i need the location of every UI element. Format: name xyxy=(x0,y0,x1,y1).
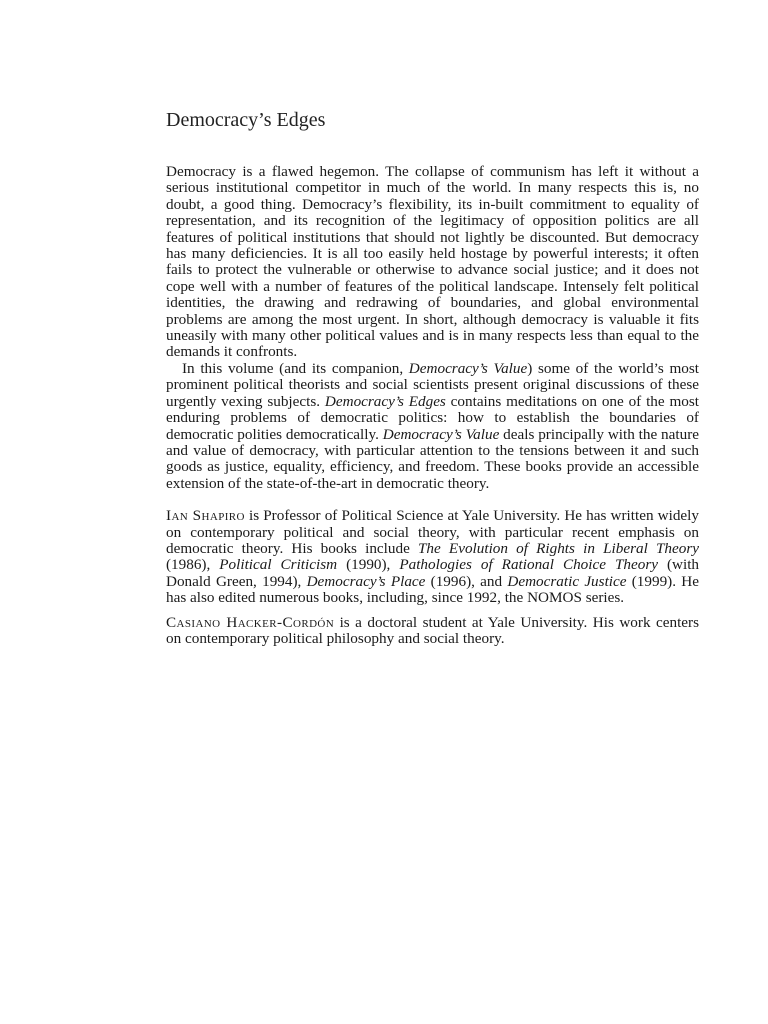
author-bio-shapiro xyxy=(166,508,699,606)
author-bio-hacker-cordon xyxy=(166,615,699,648)
book-title: Democracy’s Edges xyxy=(166,109,326,131)
text-span: (1999). He has also edited numerous books, including, since 1992, the NOMOS series. xyxy=(166,572,699,607)
publication-title: Democracy’s Place xyxy=(306,572,426,590)
text-span: is Professor of Political Science at Yale University. He has written widely on contemporary political and social theory, with particular recent emphasis on democratic theory. His books include xyxy=(166,507,699,557)
description-paragraph-2 xyxy=(166,361,699,492)
text-span: In this volume (and its companion, xyxy=(182,359,409,377)
publication-title: Political Criticism xyxy=(219,556,338,574)
text-span: (1990), xyxy=(337,556,400,574)
text-span: is a doctoral student at Yale University. His work centers on contemporary political philosophy and social theory. xyxy=(166,613,699,647)
text-span: (1996), and xyxy=(425,572,508,590)
text-span: (1986), xyxy=(166,556,220,574)
text-span: ) some of the world’s most prominent political theorists and social scientists present original discussions of these urgently vexing subjects. xyxy=(166,359,699,410)
text-span: contains meditations on one of the most enduring problems of democratic politics: how to establish the boundaries of democratic polities democratically. xyxy=(166,392,699,443)
author-name: Ian Shapiro xyxy=(166,507,245,525)
publication-title: Pathologies of Rational Choice Theory xyxy=(399,556,658,574)
publication-title: The Evolution of Rights in Liberal Theory xyxy=(417,539,699,557)
text-span: deals principally with the nature and value of democracy, with particular attention to the tensions between it and such goods as justice, equality, efficiency, and freedom. These books provide an accessible extension of the state-of-the-art in democratic theory. xyxy=(166,425,700,492)
publication-title: Democratic Justice xyxy=(507,572,627,590)
description-block xyxy=(166,164,699,647)
companion-book-title: Democracy’s Value xyxy=(408,359,528,377)
author-name: Casiano Hacker-Cordón xyxy=(166,613,335,631)
description-paragraph-1: Democracy is a flawed hegemon. The collapse of communism has left it without a serious institutional competitor in much of the world. In many respects this is, no doubt, a good thing. Democracy’s flexibility, its in-built commitment to equality of representation, and its recognition of the legitimacy of opposition politics are all features of political institutions that should not lightly be discounted. But democracy has many deficiencies. It is all too easily held hostage by powerful interests; it often fails to protect the vulnerable or otherwise to advance social justice; and it does not cope well with a number of features of the political landscape. Intensely felt political identities, the drawing and redrawing of boundaries, and global environmental problems are among the most urgent. In short, although democracy is valuable it fits uneasily with many other political values and is in many respects less than equal to the demands it confronts. xyxy=(166,163,699,361)
companion-book-title: Democracy’s Value xyxy=(382,425,500,443)
text-span: (with Donald Green, 1994), xyxy=(166,556,700,590)
book-title-reference: Democracy’s Edges xyxy=(324,392,446,410)
